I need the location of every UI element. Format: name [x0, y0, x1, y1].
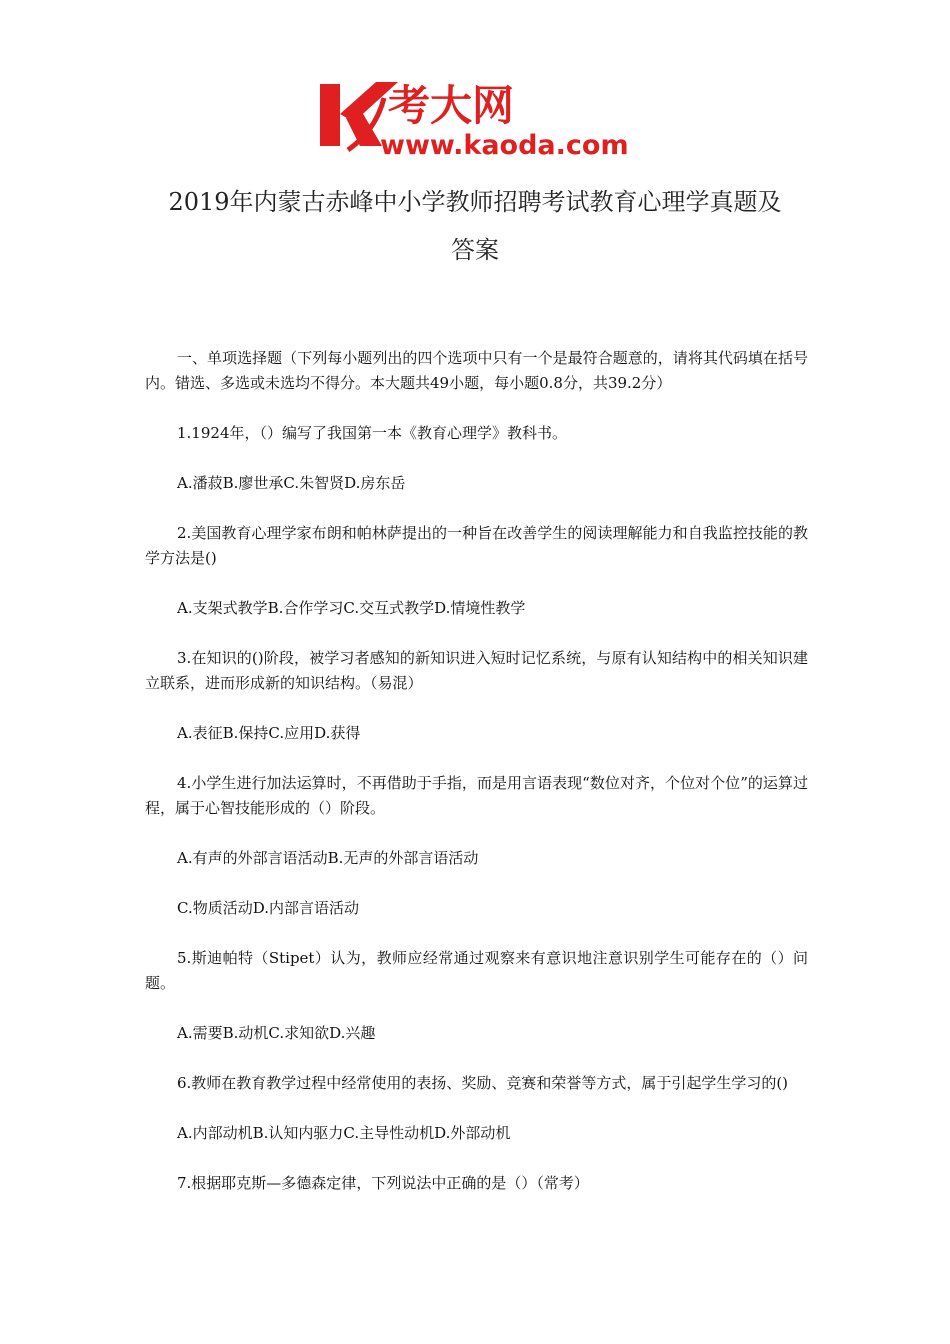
question-5: 5.斯迪帕特（Stipet）认为，教师应经常通过观察来有意识地注意识别学生可能存在的（）问题。: [145, 949, 808, 992]
question-4-options-a: A.有声的外部言语活动B.无声的外部言语活动: [177, 849, 479, 867]
title-line-1: 2019年内蒙古赤峰中小学教师招聘考试教育心理学真题及: [168, 188, 782, 216]
question-1: 1.1924年，（）编写了我国第一本《教育心理学》教科书。: [177, 424, 567, 442]
section-heading: 一、单项选择题（下列每小题列出的四个选项中只有一个是最符合题意的，请将其代码填在括号内。错选、多选或未选均不得分。本大题共49小题，每小题0.8分，共39.2分）: [145, 349, 808, 392]
logo-url-text: www.kaoda.com: [380, 130, 629, 158]
question-2: 2.美国教育心理学家布朗和帕林萨提出的一种旨在改善学生的阅读理解能力和自我监控技能的教学方法是(): [145, 524, 808, 567]
kaoda-logo: [318, 78, 638, 158]
question-2-options: A.支架式教学B.合作学习C.交互式教学D.情境性教学: [177, 599, 526, 617]
question-5-options: A.需要B.动机C.求知欲D.兴趣: [177, 1024, 376, 1042]
k-letter-logo-icon: [318, 78, 638, 158]
question-4-options-b: C.物质活动D.内部言语活动: [177, 899, 359, 917]
question-7: 7.根据耶克斯—多德森定律，下列说法中正确的是（）（常考）: [177, 1174, 589, 1192]
question-1-options: A.潘菽B.廖世承C.朱智贤D.房东岳: [177, 474, 406, 492]
question-3-options: A.表征B.保持C.应用D.获得: [177, 724, 361, 742]
document-body: [145, 346, 808, 1196]
question-3: 3.在知识的()阶段，被学习者感知的新知识进入短时记忆系统，与原有认知结构中的相关知识建立联系，进而形成新的知识结构。（易混）: [145, 649, 808, 692]
question-6: 6.教师在教育教学过程中经常使用的表扬、奖励、竞赛和荣誉等方式，属于引起学生学习的(): [177, 1074, 789, 1092]
title-line-2: 答案: [451, 236, 499, 264]
question-6-options: A.内部动机B.认知内驱力C.主导性动机D.外部动机: [177, 1124, 511, 1142]
document-title: [100, 178, 850, 274]
question-4: 4.小学生进行加法运算时，不再借助于手指，而是用言语表现“数位对齐，个位对个位”的运算过程，属于心智技能形成的（）阶段。: [145, 774, 808, 817]
logo-brand-text: 考大网: [388, 81, 515, 130]
